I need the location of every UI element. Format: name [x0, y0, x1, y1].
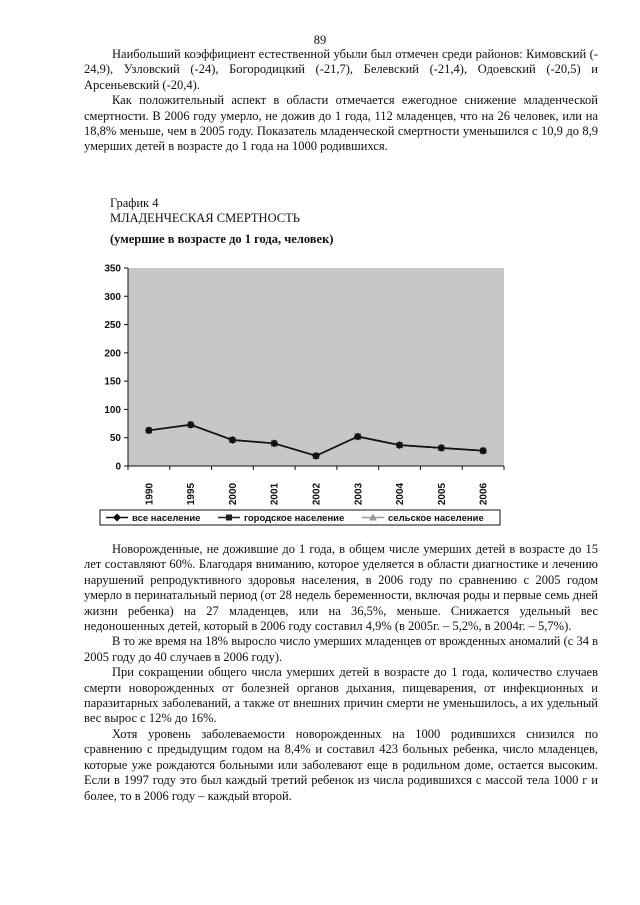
graph-subtitle: (умершие в возрасте до 1 года, человек) [110, 232, 334, 246]
x-tick-label: 2005 [436, 482, 448, 506]
body-text [84, 542, 598, 804]
x-tick-label: 2003 [353, 482, 365, 506]
legend-entry-label: сельское население [388, 513, 484, 524]
x-tick-label: 1990 [144, 482, 156, 506]
y-tick-label: 350 [104, 263, 121, 275]
x-tick-label: 2004 [395, 482, 407, 506]
y-tick-label: 250 [104, 320, 121, 332]
y-tick-label: 150 [104, 376, 121, 388]
y-tick-label: 0 [115, 461, 121, 473]
graph-label: График 4 [110, 196, 159, 210]
plot-area [128, 268, 504, 466]
paragraph: Хотя уровень заболеваемости новорожденных на 1000 родившихся снизился по сравнению с предыдущим годом на 8,4% и составил 423 больных ребенка, число младенцев, которые уже рождаются больными или заболевают еще в родильном доме, остается высоким. Если в 1997 году это был каждый третий ребенок из числа родившихся с массой тела 1000 г и более, то в 2006 году – каждый второй. [84, 726, 598, 803]
y-tick-label: 200 [104, 348, 121, 360]
infant-mortality-chart [80, 258, 520, 534]
x-tick-label: 2001 [269, 482, 281, 506]
graph-title: МЛАДЕНЧЕСКАЯ СМЕРТНОСТЬ [110, 211, 300, 225]
intro-text [84, 47, 598, 155]
x-tick-label: 2006 [478, 482, 490, 506]
paragraph: Новорожденные, не дожившие до 1 года, в общем числе умерших детей в возрасте до 15 лет составляют 60%. Благодаря вниманию, которое уделяется в области диагностике и лечению нарушений репродуктивного здоровья населения, в 2006 году по сравнению с 2005 годом умерло в перинатальный период (от 28 недель беременности, включая роды и первые семь дней жизни ребенка) на 27 младенцев, или на 36,5%, меньше. Снижается удельный вес недоношенных детей, который в 2006 году составил 4,9% (в 2005г. – 5,2%, в 2004г. – 5,7%). [84, 542, 598, 634]
page-number: 89 [313, 33, 327, 47]
paragraph: При сокращении общего числа умерших детей в возрасте до 1 года, количество случаев смерти новорожденных от болезней органов дыхания, пищеварения, от инфекционных и паразитарных заболеваний, а также от внешних причин смерти не уменьшилось, а их удельный вес вырос с 12% до 16%. [84, 665, 598, 726]
paragraph: Как положительный аспект в области отмечается ежегодное снижение младенческой смертности. В 2006 году умерло, не дожив до 1 года, 112 младенцев, что на 26 человек, или на 18,8% меньше, чем в 2005 году. Показатель младенческой смертности уменьшился с 10,9 до 8,9 умерших детей в возрасте до 1 года на 1000 родившихся. [84, 93, 598, 154]
x-tick-label: 2000 [227, 482, 239, 506]
marker-square [226, 515, 232, 521]
legend-entry-label: городское население [244, 513, 345, 524]
paragraph: В то же время на 18% выросло число умерших младенцев от врожденных аномалий (с 34 в 2005 году до 40 случаев в 2006 году). [84, 634, 598, 664]
chart-legend [100, 510, 500, 525]
y-tick-label: 100 [104, 404, 121, 416]
paragraph: Наибольший коэффициент естественной убыли был отмечен среди районов: Кимовский (- 24,9), Узловский (-24), Богородицкий (-21,7), Белевский (-21,4), Одоевский (-20,5) и Арсеньевский (-20,4). [84, 47, 598, 92]
legend-entry-label: все население [132, 513, 201, 524]
x-tick-label: 1995 [186, 482, 198, 506]
y-tick-label: 300 [104, 291, 121, 303]
x-tick-label: 2002 [311, 482, 323, 506]
plot-texture [128, 268, 504, 466]
y-tick-label: 50 [109, 433, 121, 445]
